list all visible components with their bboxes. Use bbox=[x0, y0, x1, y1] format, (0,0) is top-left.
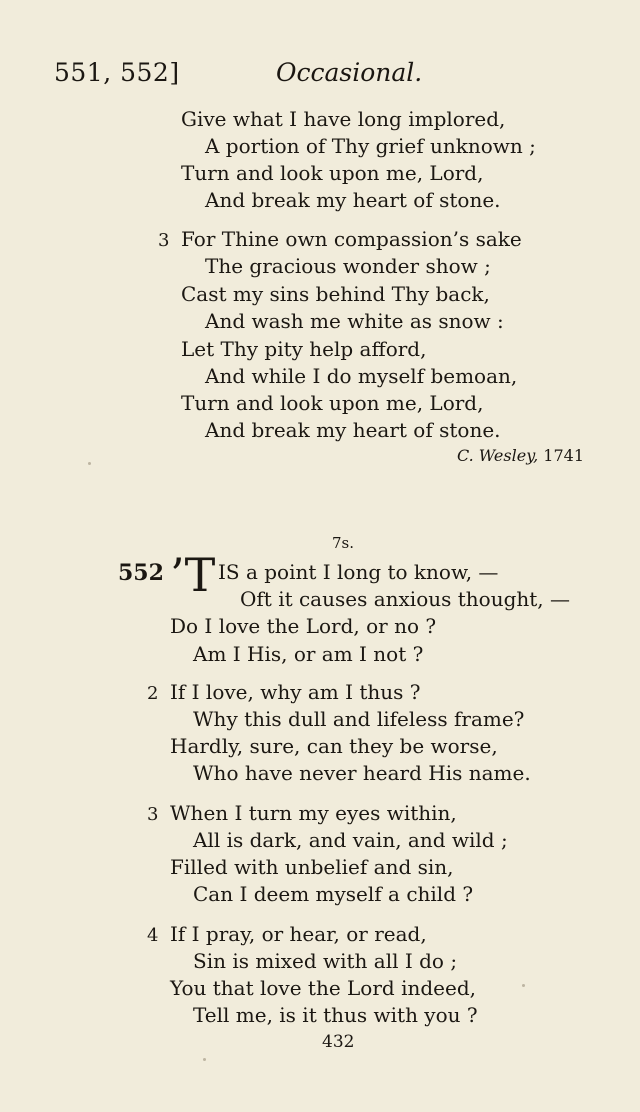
verse-line: When I turn my eyes within, bbox=[170, 801, 457, 825]
paper-speck bbox=[522, 984, 525, 987]
verse-line: The gracious wonder show ; bbox=[205, 254, 491, 278]
verse-line: All is dark, and vain, and wild ; bbox=[193, 828, 508, 852]
verse-line: Filled with unbelief and sin, bbox=[170, 855, 454, 879]
paper-speck bbox=[88, 462, 91, 465]
verse-line: Let Thy pity help afford, bbox=[181, 337, 427, 361]
stanza-number: 3 bbox=[158, 230, 170, 251]
verse-line: A portion of Thy grief unknown ; bbox=[205, 134, 536, 158]
meter-label: 7s. bbox=[332, 534, 355, 552]
author-attribution bbox=[457, 446, 584, 465]
verse-line: Sin is mixed with all I do ; bbox=[193, 949, 458, 973]
verse-line: Turn and look upon me, Lord, bbox=[181, 161, 484, 185]
verse-line: Who have never heard His name. bbox=[193, 761, 531, 785]
verse-line: Do I love the Lord, or no ? bbox=[170, 614, 437, 638]
paper-speck bbox=[203, 1058, 206, 1061]
verse-line: And while I do myself bemoan, bbox=[205, 364, 518, 388]
verse-line: Am I His, or am I not ? bbox=[193, 642, 424, 666]
stanza-number: 3 bbox=[147, 804, 159, 825]
verse-line: Tell me, is it thus with you ? bbox=[193, 1003, 478, 1027]
stanza-number: 2 bbox=[147, 683, 159, 704]
verse-line: And wash me white as snow : bbox=[205, 309, 504, 333]
verse-line: You that love the Lord indeed, bbox=[170, 976, 476, 1000]
author-year: 1741 bbox=[543, 446, 584, 465]
running-head-hymn-numbers: 551, 552] bbox=[54, 58, 180, 87]
verse-line: IS a point I long to know, — bbox=[218, 560, 499, 584]
verse-line: And break my heart of stone. bbox=[205, 188, 501, 212]
verse-line: And break my heart of stone. bbox=[205, 418, 501, 442]
verse-line: For Thine own compassion’s sake bbox=[181, 227, 522, 251]
hymn-number: 552 bbox=[118, 560, 164, 586]
verse-line: Turn and look upon me, Lord, bbox=[181, 391, 484, 415]
verse-line: Can I deem myself a child ? bbox=[193, 882, 474, 906]
verse-line: If I love, why am I thus ? bbox=[170, 680, 421, 704]
drop-cap: ’T bbox=[170, 548, 216, 602]
verse-line: Why this dull and lifeless frame? bbox=[193, 707, 525, 731]
stanza-number: 4 bbox=[147, 925, 159, 946]
verse-line: Oft it causes anxious thought, — bbox=[240, 587, 571, 611]
page-number: 432 bbox=[322, 1032, 355, 1052]
author-name: C. Wesley, bbox=[456, 446, 539, 465]
verse-line: Hardly, sure, can they be worse, bbox=[170, 734, 498, 758]
verse-line: Cast my sins behind Thy back, bbox=[181, 282, 490, 306]
verse-line: Give what I have long implored, bbox=[181, 107, 506, 131]
running-head-section-title: Occasional. bbox=[276, 58, 423, 87]
verse-line: If I pray, or hear, or read, bbox=[170, 922, 427, 946]
